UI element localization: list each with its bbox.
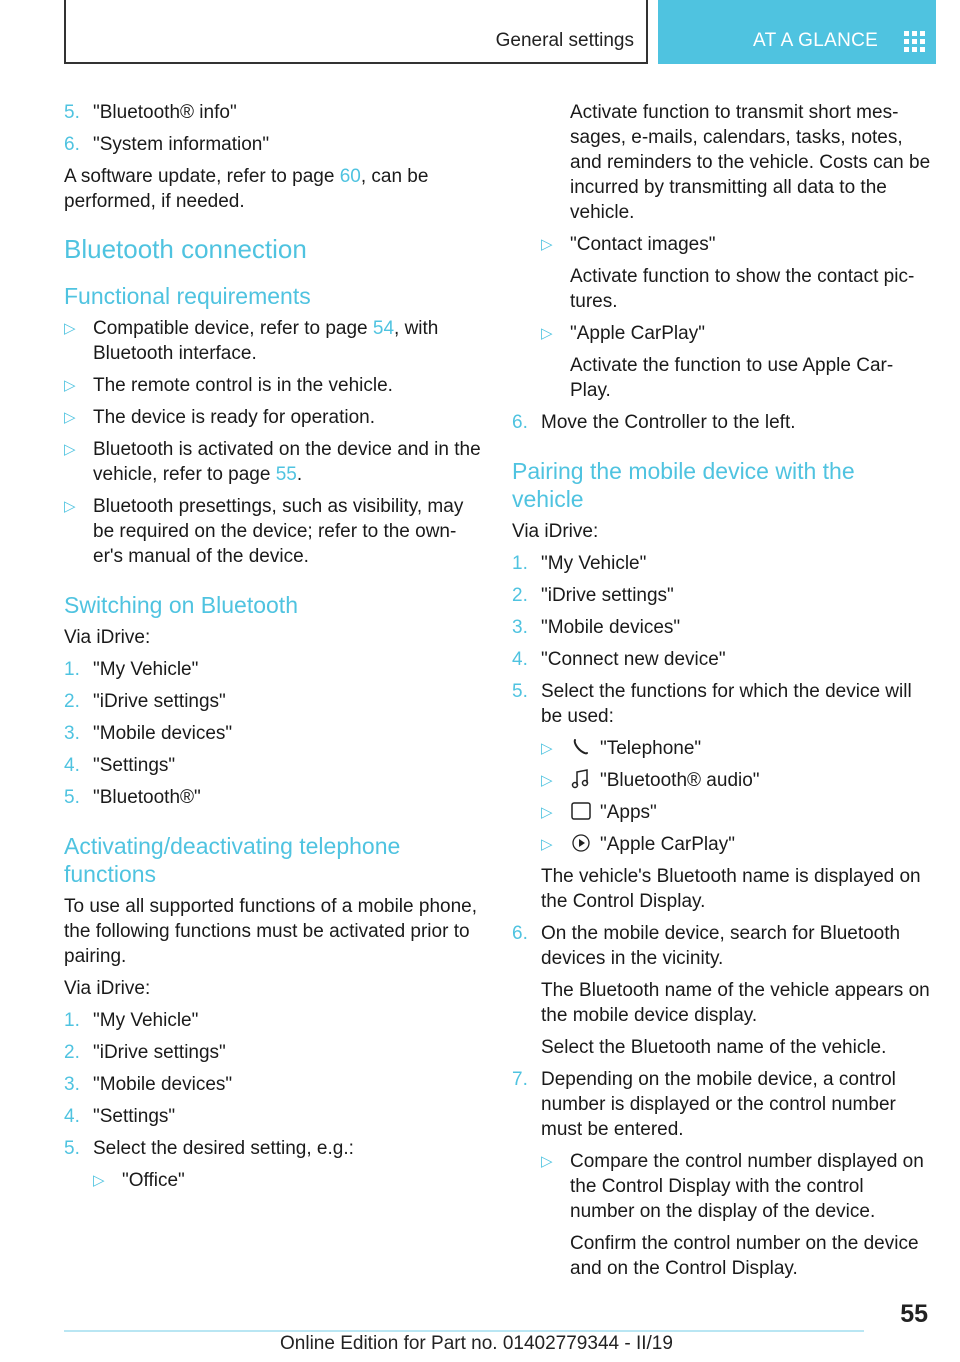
- paragraph: Confirm the control number on the device and on the Control Display.: [570, 1233, 919, 1279]
- header-section-box: [64, 0, 648, 64]
- list-item: 1. "My Vehicle": [512, 553, 647, 574]
- heading-pairing: Pairing the mobile device with the vehicle: [512, 458, 855, 512]
- heading-bluetooth-connection: Bluetooth connection: [64, 234, 307, 264]
- footer-divider: [64, 1330, 864, 1332]
- list-item: ▷ Bluetooth is activated on the device and in the vehicle, refer to page 55.: [64, 439, 481, 485]
- grid-menu-icon[interactable]: [904, 31, 926, 53]
- list-item: 3. "Mobile devices": [512, 617, 681, 638]
- header-chapter-title[interactable]: AT A GLANCE: [753, 30, 879, 51]
- list-item: ▷ "Telephone": [541, 738, 702, 759]
- list-item: ▷ "Office": [93, 1170, 185, 1191]
- header-section-title: General settings: [495, 30, 634, 51]
- list-item: 3. "Mobile devices": [64, 1074, 233, 1095]
- list-item: 5. Select the functions for which the device will be used:: [512, 681, 912, 727]
- paragraph: The Bluetooth name of the vehicle appears on the mobile device display.: [541, 980, 930, 1026]
- list-item: ▷ "Apple CarPlay": [541, 323, 705, 344]
- list-item: 7. Depending on the mobile device, a control number is displayed or the control number must be entered.: [512, 1069, 896, 1140]
- list-item: 6. "System information": [64, 134, 270, 155]
- paragraph: Activate the function to use Apple Car-Play.: [570, 355, 894, 401]
- left-column: [64, 100, 484, 1200]
- page-link[interactable]: 55: [275, 464, 297, 485]
- page-link[interactable]: 54: [372, 318, 395, 339]
- list-item: 4. "Settings": [64, 755, 176, 776]
- via-label: Via iDrive:: [64, 627, 151, 648]
- list-item: 4. "Connect new device": [512, 649, 726, 670]
- list-item: 6. On the mobile device, search for Bluetooth devices in the vicinity.: [512, 923, 901, 969]
- list-item: ▷ "Apps": [541, 802, 657, 823]
- list-item: 1. "My Vehicle": [64, 1010, 199, 1031]
- paragraph: Activate function to show the contact pic-tures.: [570, 266, 915, 312]
- list-item: ▷ "Bluetooth® audio": [541, 770, 760, 791]
- list-item: 5. "Bluetooth® info": [64, 102, 237, 123]
- list-item: ▷ "Apple CarPlay": [541, 834, 735, 855]
- list-item: ▷ The remote control is in the vehicle.: [64, 375, 393, 396]
- heading-activating-telephone-functions: Activating/deactivating telephone functions: [64, 833, 401, 887]
- page-number: 55: [900, 1300, 928, 1328]
- heading-switching-on-bluetooth: Switching on Bluetooth: [64, 592, 298, 618]
- paragraph: The vehicle's Bluetooth name is displayed on the Control Display.: [541, 866, 921, 912]
- list-item: ▷ Compatible device, refer to page 54, with Bluetooth interface.: [64, 318, 439, 364]
- edition-text: Online Edition for Part no. 01402779344 - II/19: [280, 1333, 673, 1354]
- list-item: ▷ "Contact images": [541, 234, 716, 255]
- list-item: 1. "My Vehicle": [64, 659, 199, 680]
- list-item: ▷ The device is ready for operation.: [64, 407, 375, 428]
- page-link[interactable]: 60: [339, 166, 361, 187]
- list-item: 2. "iDrive settings": [64, 691, 226, 712]
- paragraph: Activate function to transmit short mes-sages, e-mails, calendars, tasks, notes, and reminders to the vehicle. Costs can be incurred by transmitting all data to the vehicle.: [570, 102, 931, 223]
- music-note-icon: [570, 769, 592, 789]
- paragraph: Select the Bluetooth name of the vehicle.: [541, 1037, 887, 1058]
- list-item: 2. "iDrive settings": [512, 585, 674, 606]
- paragraph: A software update, refer to page 60, can be performed, if needed.: [64, 166, 429, 212]
- paragraph: To use all supported functions of a mobile phone, the following functions must be activated prior to pairing.: [64, 896, 477, 967]
- list-item: ▷ Compare the control number displayed on the Control Display with the control number on the display of the device.: [541, 1151, 924, 1222]
- list-item: ▷ Bluetooth presettings, such as visibility, may be required on the device; refer to the own-er's manual of the device.: [64, 496, 464, 567]
- list-item: 2. "iDrive settings": [64, 1042, 226, 1063]
- list-item: 5. Select the desired setting, e.g.:: [64, 1138, 354, 1159]
- telephone-icon: [570, 737, 592, 757]
- apps-icon: [570, 801, 592, 821]
- carplay-icon: [570, 833, 592, 853]
- via-label: Via iDrive:: [64, 978, 151, 999]
- heading-functional-requirements: Functional requirements: [64, 283, 311, 309]
- right-column: [512, 100, 932, 1288]
- list-item: 6. Move the Controller to the left.: [512, 412, 796, 433]
- list-item: 5. "Bluetooth®": [64, 787, 201, 808]
- via-label: Via iDrive:: [512, 521, 599, 542]
- header-chapter-box[interactable]: [658, 0, 936, 64]
- list-item: 3. "Mobile devices": [64, 723, 233, 744]
- list-item: 4. "Settings": [64, 1106, 176, 1127]
